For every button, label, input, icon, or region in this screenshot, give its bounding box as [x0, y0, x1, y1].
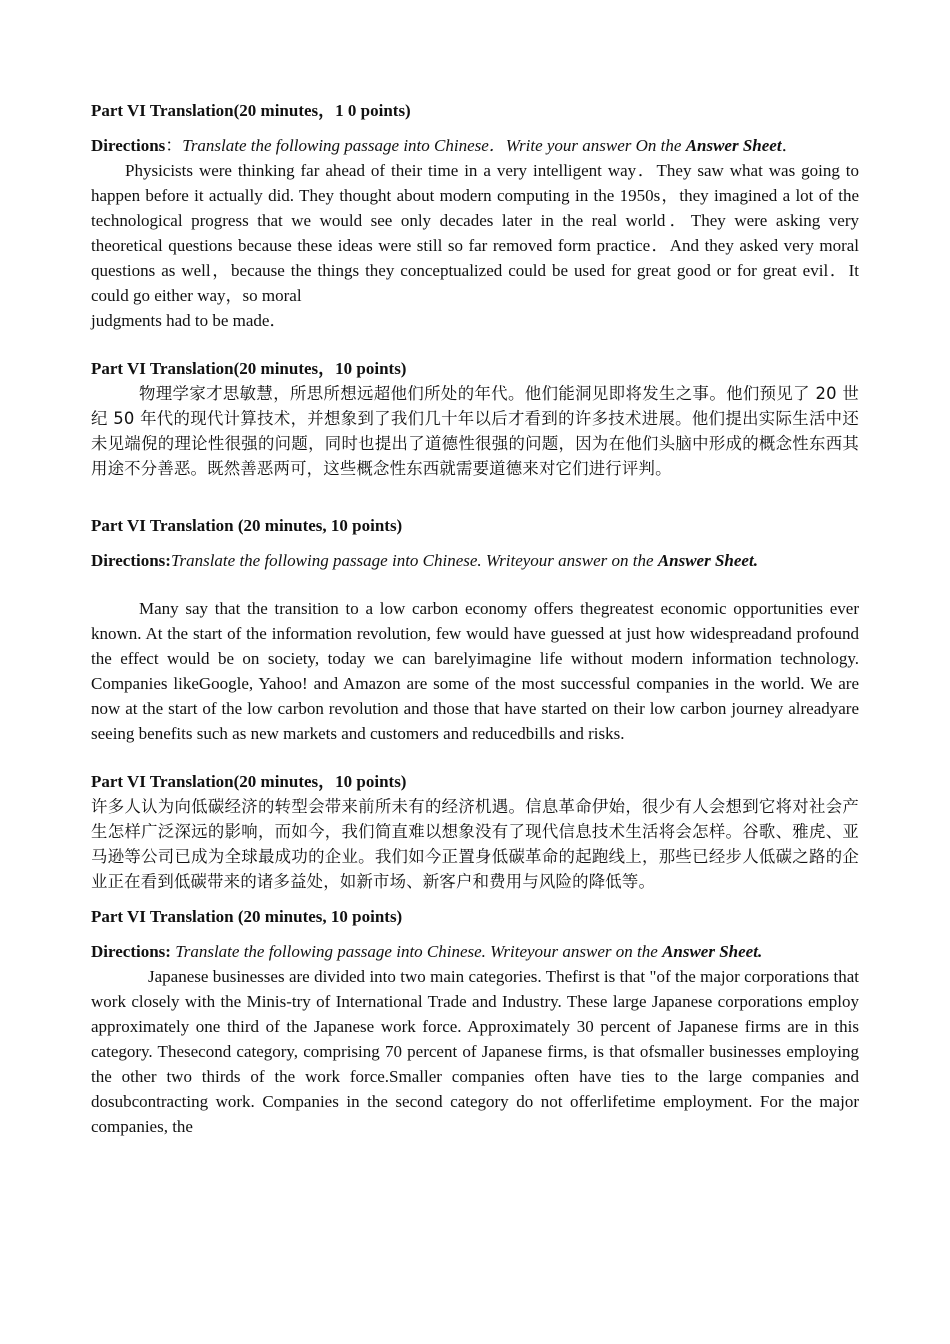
directions-text: Translate the following passage into Chinese. Writeyour answer on the [170, 551, 658, 570]
directions-label: Directions: [91, 551, 171, 570]
section2-passage: 物理学家才思敏慧，所思所想远超他们所处的年代。他们能洞见即将发生之事。他们预见了 20 世纪 50 年代的现代计算技术，并想象到了我们几十年以后才看到的许多技术进展。他们提出实际生活中还未见端倪的理论性很强的问题，同时也提出了道德性很强的问题，因为在他们头脑中形成的概念性东西其用途不分善恶。既然善恶两可，这些概念性东西就需要道德来对它们进行评判。 [91, 384, 859, 478]
section5-directions [91, 939, 859, 964]
section1-directions [91, 133, 859, 158]
section1-passage-end: judgments had to be made． [91, 311, 287, 330]
directions-end: ． [781, 136, 799, 155]
answer-sheet-label: Answer Sheet. [657, 551, 758, 570]
section3-directions [91, 548, 859, 573]
directions-separator: ： [165, 136, 183, 155]
section5-passage: Japanese businesses are divided into two main categories. Thefirst is that "of the major corporations that work closely with the Minis-try of International Trade and Industry. These large Japanese corporations employ approximately one third of the Japanese work force. Approximately 30 percent of Japanese firms are in this category. Thesecond category, comprising 70 percent of Japanese firms, is that ofsmaller businesses employing the other two thirds of the work force.Smaller companies often have ties to the large companies and dosubcontracting work. Companies in the second category do not offerlifetime employment. For the major companies, the [91, 967, 859, 1136]
section1-passage: Physicists were thinking far ahead of their time in a very intelligent way．They saw what was going to happen before it actually did. They thought about modern computing in the 1950s，they imagined a lot of the technological progress that we would see only decades later in the real world．They were asking very theoretical questions because these ideas were still so far removed form practice．And they asked very moral questions as well，because the things they conceptualized could be used for great good or for great evil．It could go either way，so moral [91, 161, 859, 305]
directions-label: Directions: [91, 942, 171, 961]
section3-passage: Many say that the transition to a low carbon economy offers thegreatest economic opportunities ever known. At the start of the information revolution, few would have guessed at just how widespreadand profound the effect would be on society, today we can barelyimagine life without modern information technology. Companies likeGoogle, Yahoo! and Amazon are some of the most successful companies in the world. We are now at the start of the low carbon revolution and those that have started on their low carbon journey alreadyare seeing benefits such as new markets and customers and reducedbills and risks. [91, 599, 859, 743]
section4-passage: 许多人认为向低碳经济的转型会带来前所未有的经济机遇。信息革命伊始，很少有人会想到它将对社会产生怎样广泛深远的影响，而如今，我们简直难以想象没有了现代信息技术生活将会怎样。谷歌、雅虎、亚马逊等公司已成为全球最成功的企业。我们如今正置身低碳革命的起跑线上，那些已经步人低碳之路的企业正在看到低碳带来的诸多益处，如新市场、新客户和费用与风险的降低等。 [91, 797, 859, 891]
section4-heading: Part VI Translation(20 minutes，10 points) [91, 772, 407, 791]
section1-heading: Part VI Translation(20 minutes，1 0 points) [91, 101, 411, 120]
section3-heading: Part VI Translation (20 minutes, 10 points) [91, 516, 403, 535]
directions-text: Translate the following passage into Chinese．Write your answer On the [182, 136, 686, 155]
answer-sheet-label: Answer Sheet. [662, 942, 763, 961]
section2-heading: Part VI Translation(20 minutes，10 points) [91, 359, 407, 378]
answer-sheet-label: Answer Sheet [685, 136, 782, 155]
directions-text: Translate the following passage into Chinese. Writeyour answer on the [170, 942, 663, 961]
document-page [91, 98, 859, 1139]
section5-heading: Part VI Translation (20 minutes, 10 points) [91, 907, 403, 926]
directions-label: Directions [91, 136, 166, 155]
